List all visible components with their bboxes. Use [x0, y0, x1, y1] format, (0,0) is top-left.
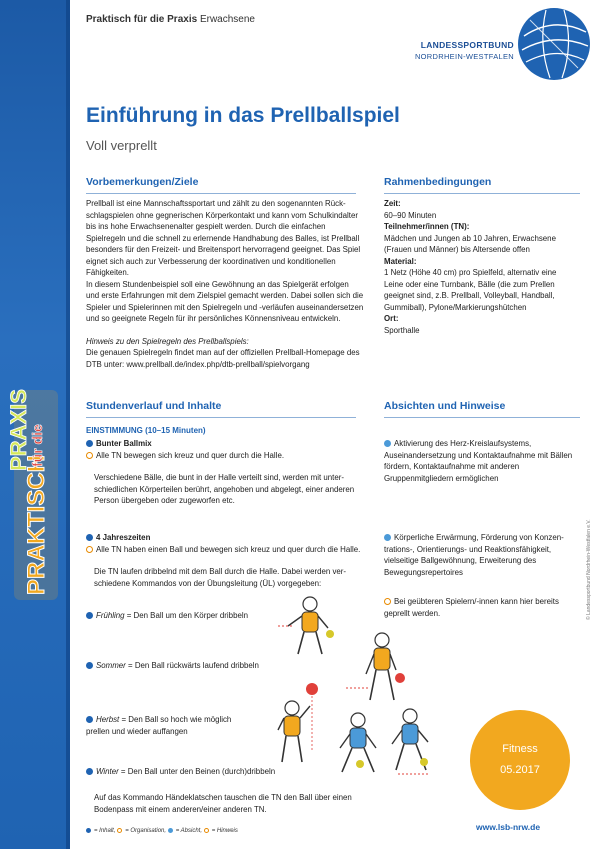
- rule-absichten: [384, 417, 580, 418]
- fitness-date: 05.2017: [500, 764, 540, 776]
- winter-text: = Den Ball unter den Beinen (durch)dribbeln: [118, 767, 276, 776]
- rule-rahmen: [384, 193, 580, 194]
- b2-text: Die TN laufen dribbelnd mit dem Ball durch die Halle. Dabei werden ver-schiedene Kommandos von der Übungsleitung (ÜL) vorgegeben:: [94, 567, 347, 588]
- legend-hinweis-icon: [204, 828, 209, 833]
- heading-vorbemerkungen: Vorbemerkungen/Ziele: [86, 176, 199, 188]
- absicht-1-text: Aktivierung des Herz-Kreislaufsystems, Auseinandersetzung und Kontaktaufnahme mit Bällen fördern, Kontaktaufnahme mit anderen Gruppenmitgliedern ermöglichen: [384, 439, 573, 483]
- lsb-sub: NORDRHEIN-WESTFALEN: [414, 52, 514, 61]
- page-subtitle: Voll verprellt: [86, 138, 157, 153]
- season-fruehling: [86, 610, 256, 622]
- fruehling-label: Frühling: [96, 611, 125, 620]
- vorbemerkungen-p1: Prellball ist eine Mannschaftssportart und zählt zu den sogenannten Rück-schlagspielen ohne gegnerischen Körperkontakt und kann vom Schulkindalter bis ins hohe Erwachsenenalter gespielt werden. Durch die einfachen Spielregeln und die schnell zu erlernende Handhabung des Balles, ist Prellball besonders für den Freizeit- und Breitensport hervorragend geeignet. Das Spiel eignet sich auch zur Verbesserung der koordinativen und konditionellen Fähigkeiten.: [86, 199, 361, 277]
- legend-organisation-icon: [117, 828, 122, 833]
- lsb-wordmark: [415, 40, 514, 62]
- rule-stunden: [86, 417, 356, 418]
- absicht-2: [384, 532, 580, 578]
- sommer-text: = Den Ball rückwärts laufend dribbeln: [125, 661, 259, 670]
- sidebar-stripe: [66, 0, 70, 849]
- hinweis-1: [384, 596, 580, 619]
- svg-text:PRAKTISCH: PRAKTISCH: [23, 454, 50, 595]
- hinweis-1-text: Bei geübteren Spielern/-innen kann hier bereits geprellt werden.: [384, 597, 559, 618]
- legend-absicht-icon: [168, 828, 173, 833]
- rahmen-body: [384, 198, 574, 336]
- absicht-dot-icon: [384, 440, 391, 447]
- organisation-ring-icon: [86, 546, 93, 553]
- zeit-label: Zeit:: [384, 199, 401, 208]
- hint-text: Die genauen Spielregeln findet man auf der offiziellen Prellball-Homepage des DTB unter: www.prellball.de/index.php/dtb-prellball/spielvorgang: [86, 348, 360, 369]
- tn-label: Teilnehmer/innen (TN):: [384, 222, 470, 231]
- lsb-name: LANDESSPORTBUND: [420, 40, 514, 50]
- ort-label: Ort:: [384, 314, 399, 323]
- absicht-dot-icon: [384, 534, 391, 541]
- figure-winter-illustration-2: [384, 708, 440, 780]
- website-link[interactable]: www.lsb-nrw.de: [476, 822, 541, 832]
- series-bold: Praktisch für die Praxis: [86, 14, 198, 25]
- copyright-vertical: © Landessportbund Nordrhein-Westfalen e.V.: [586, 519, 592, 620]
- herbst-label: Herbst: [96, 715, 120, 724]
- rule-vorbemerkungen: [86, 193, 356, 194]
- svg-text:PRAXIS: PRAXIS: [6, 389, 31, 471]
- legend-hinweis: = Hinweis: [211, 828, 238, 834]
- b1-title: Bunter Ballmix: [96, 439, 152, 448]
- absicht-2-text: Körperliche Erwärmung, Förderung von Konzen-trations-, Orientierungs- und Reaktionsfähigkeit, vielseitige Ballgewöhnung, Erweiterung des Bewegungsrepertoires: [384, 533, 564, 577]
- heading-rahmen: Rahmenbedingungen: [384, 176, 492, 188]
- end-text: Auf das Kommando Händeklatschen tauschen die TN den Ball über einen Bodenpass mit einem anderen/einer anderen TN.: [94, 793, 352, 814]
- figure-herbst-illustration: [270, 682, 330, 768]
- inhalt-dot-icon: [86, 440, 93, 447]
- bullet-dot-icon: [86, 662, 93, 669]
- series-rest: Erwachsene: [199, 14, 255, 25]
- b1-text: Verschiedene Bälle, die bunt in der Halle verteilt sind, werden mit unter-schiedlichen Körperteilen berührt, angehoben und abgelegt, einer anderen Person übergeben oder zugeworfen etc.: [94, 473, 355, 505]
- fitness-label: Fitness: [502, 743, 538, 755]
- page-title: Einführung in das Prellballspiel: [86, 104, 400, 127]
- bullet-dot-icon: [86, 768, 93, 775]
- winter-label: Winter: [96, 767, 119, 776]
- season-sommer: [86, 660, 276, 672]
- figure-fruehling-illustration: [274, 594, 344, 664]
- ort-value: Sporthalle: [384, 325, 420, 335]
- praxis-vertical-logo: [6, 389, 62, 600]
- svg-text:für die: für die: [29, 424, 45, 467]
- legend-organisation: = Organisation,: [125, 828, 167, 834]
- sommer-label: Sommer: [96, 661, 126, 670]
- stunden-block-1: [86, 438, 372, 507]
- material-value: 1 Netz (Höhe 40 cm) pro Spielfeld, alternativ eine Leine oder eine Turnbank, Bälle (die zum Prellen geeignet sind, z.B. Prellball, Volleyball, Handball, Gummiball), Pylone/Markierungshütchen: [384, 268, 557, 312]
- tn-value: Mädchen und Jungen ab 10 Jahren, Erwachsene (Frauen und Männer) bis Altersende offen: [384, 233, 556, 254]
- einstimmung-heading: EINSTIMMUNG (10–15 Minuten): [86, 426, 206, 435]
- zeit-value: 60–90 Minuten: [384, 210, 437, 220]
- absicht-1: [384, 438, 580, 484]
- hinweis-ring-icon: [384, 598, 391, 605]
- bullet-dot-icon: [86, 612, 93, 619]
- b1-org: Alle TN bewegen sich kreuz und quer durch die Halle.: [96, 450, 285, 460]
- season-herbst: [86, 714, 246, 737]
- figure-sommer-illustration: [344, 630, 414, 710]
- b2-title: 4 Jahreszeiten: [96, 533, 151, 542]
- legend-inhalt: = Inhalt,: [94, 828, 116, 834]
- heading-absichten: Absichten und Hinweise: [384, 400, 506, 412]
- vorbemerkungen-p2: In diesem Stundenbeispiel soll eine Gewöhnung an das Spielgerät erfolgen und erste Erfahrungen mit dem Zielspiel gemacht werden. Dabei sollen sich die Spieler und Spielerinnen mit den Spielregeln und -verläufen auseinandersetzen und so geeignete Regeln für ihr persönliches Könnensniveau entwickeln.: [86, 279, 364, 323]
- stunden-block-2: [86, 532, 376, 589]
- legend: [86, 828, 238, 834]
- legend-absicht: = Absicht,: [175, 828, 203, 834]
- legend-inhalt-icon: [86, 828, 91, 833]
- organisation-ring-icon: [86, 452, 93, 459]
- vorbemerkungen-body: [86, 198, 364, 370]
- series-header: [86, 14, 255, 25]
- lsb-globe-logo: [516, 6, 592, 82]
- bullet-dot-icon: [86, 716, 93, 723]
- material-label: Material:: [384, 256, 417, 266]
- fruehling-text: = Den Ball um den Körper dribbeln: [124, 611, 248, 620]
- herbst-text: = Den Ball so hoch wie möglich prellen und wieder auffangen: [86, 715, 232, 736]
- b2-org: Alle TN haben einen Ball und bewegen sich kreuz und quer durch die Halle.: [96, 544, 361, 554]
- fitness-badge: [470, 710, 570, 810]
- inhalt-dot-icon: [86, 534, 93, 541]
- figure-winter-illustration-1: [330, 712, 390, 782]
- heading-stunden: Stundenverlauf und Inhalte: [86, 400, 222, 412]
- hint-title: Hinweis zu den Spielregeln des Prellballspiels:: [86, 336, 249, 346]
